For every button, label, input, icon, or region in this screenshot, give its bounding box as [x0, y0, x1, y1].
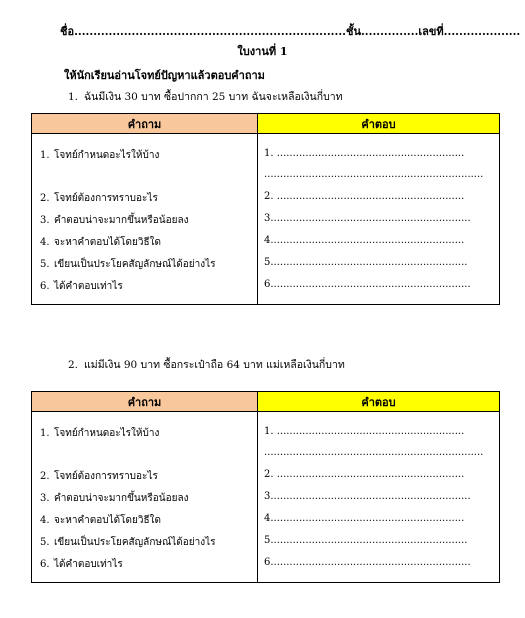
- question-cell: [32, 134, 258, 305]
- question-cell: [32, 412, 258, 583]
- question-item: 4. จะหาคำตอบได้โดยวิธีใด: [40, 515, 161, 526]
- question-item: 3. คำตอบน่าจะมากขึ้นหรือน้อยลง: [40, 493, 189, 504]
- problem-2-statement: [68, 356, 345, 373]
- answer-line[interactable]: 5..............................................................: [264, 535, 468, 546]
- instruction-text: ให้นักเรียนอ่านโจทย์ปัญหาแล้วตอบคำถาม: [64, 69, 265, 82]
- question-item: 2. โจทย์ต้องการทราบอะไร: [40, 193, 158, 204]
- answer-cell[interactable]: [258, 134, 500, 305]
- problem-1-number: 1.: [68, 91, 79, 103]
- question-item: 5. เขียนเป็นประโยคสัญลักษณ์ได้อย่างไร: [40, 537, 216, 548]
- problem-1-text: ฉันมีเงิน 30 บาท ซื้อปากกา 25 บาท ฉันจะเหลือเงินกี่บาท: [84, 91, 343, 103]
- answer-line[interactable]: 3...............................................................: [264, 491, 471, 502]
- problem-1-statement: [68, 88, 343, 105]
- question-item: 1. โจทย์กำหนดอะไรให้บ้าง: [40, 150, 160, 161]
- answer-column-header: คำตอบ: [258, 114, 500, 134]
- question-item: 5. เขียนเป็นประโยคสัญลักษณ์ได้อย่างไร: [40, 259, 216, 270]
- answer-line[interactable]: 4.............................................................: [264, 235, 465, 246]
- question-item: 4. จะหาคำตอบได้โดยวิธีใด: [40, 237, 161, 248]
- problem-2-text: แม่มีเงิน 90 บาท ซื้อกระเป๋าถือ 64 บาท แม่เหลือเงินกี่บาท: [84, 359, 345, 371]
- problem-2-number: 2.: [68, 359, 79, 371]
- answer-line[interactable]: 6...............................................................: [264, 279, 471, 290]
- answer-line[interactable]: 4.............................................................: [264, 513, 465, 524]
- answer-line[interactable]: 5..............................................................: [264, 257, 468, 268]
- worksheet-title: ใบงานที่ 1: [237, 45, 288, 58]
- answer-line[interactable]: 6...............................................................: [264, 557, 471, 568]
- question-column-header: คำถาม: [32, 114, 258, 134]
- answer-cell[interactable]: [258, 412, 500, 583]
- question-item: 6. ได้คำตอบเท่าไร: [40, 281, 123, 292]
- question-item: 6. ได้คำตอบเท่าไร: [40, 559, 123, 570]
- problem-2-table: [31, 391, 500, 583]
- student-info-line: ชื่อ.......................................................................ชั้น...............เลขที่....................: [60, 25, 521, 38]
- question-column-header: คำถาม: [32, 392, 258, 412]
- answer-line[interactable]: 2. ...........................................................: [264, 469, 465, 480]
- question-item: 1. โจทย์กำหนดอะไรให้บ้าง: [40, 428, 160, 439]
- answer-line[interactable]: .....................................................................: [264, 169, 484, 180]
- answer-column-header: คำตอบ: [258, 392, 500, 412]
- answer-line[interactable]: 1. ...........................................................: [264, 148, 465, 159]
- answer-line[interactable]: 1. ...........................................................: [264, 426, 465, 437]
- problem-1-table: [31, 113, 500, 305]
- answer-line[interactable]: .....................................................................: [264, 447, 484, 458]
- question-item: 3. คำตอบน่าจะมากขึ้นหรือน้อยลง: [40, 215, 189, 226]
- answer-line[interactable]: 3...............................................................: [264, 213, 471, 224]
- question-item: 2. โจทย์ต้องการทราบอะไร: [40, 471, 158, 482]
- answer-line[interactable]: 2. ...........................................................: [264, 191, 465, 202]
